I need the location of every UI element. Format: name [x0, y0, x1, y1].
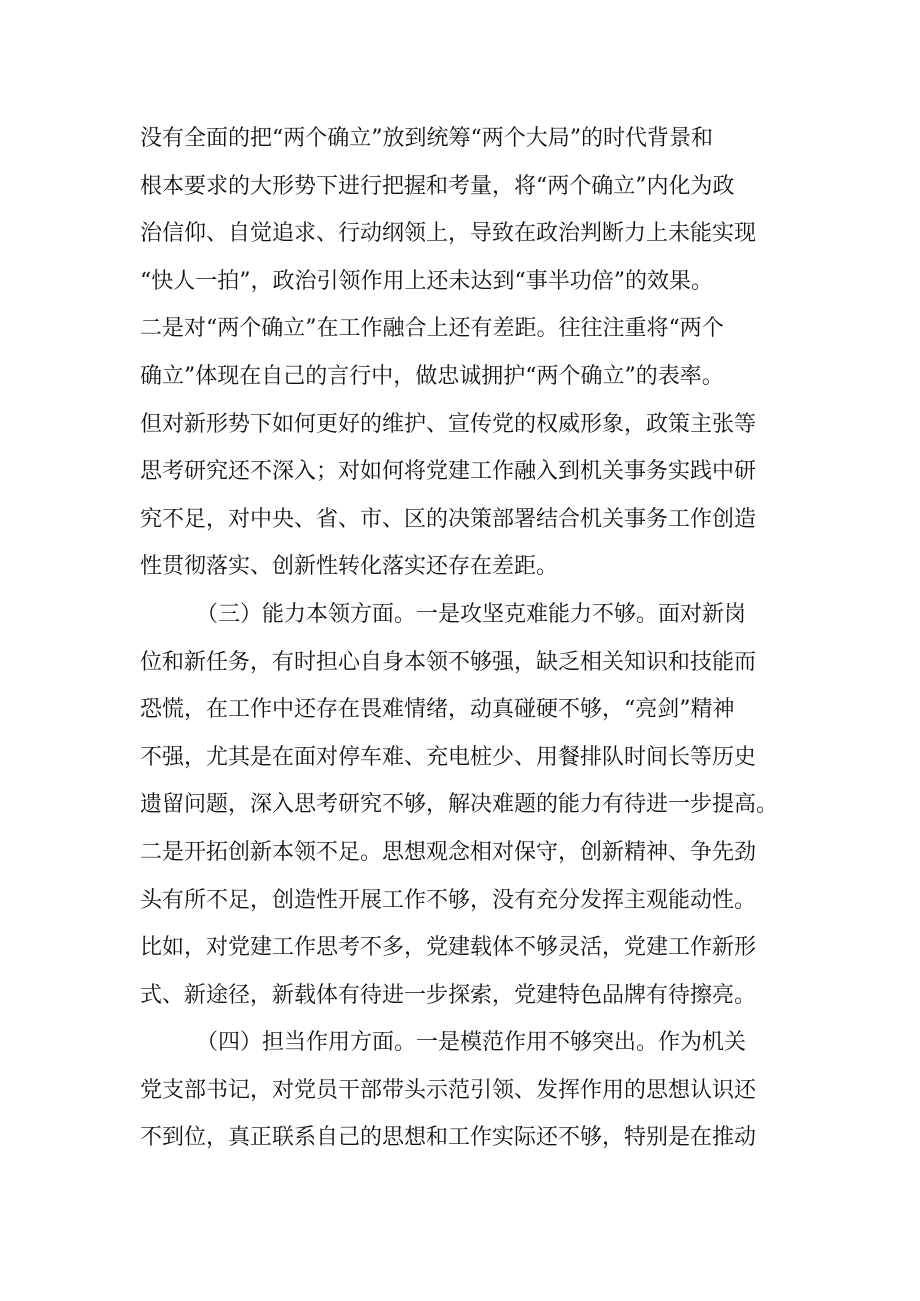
text-line: 二是开拓创新本领不足。思想观念相对保守，创新精神、争先劲 — [140, 839, 757, 865]
text-line: 没有全面的把“两个确立”放到统筹“两个大局”的时代背景和 — [140, 126, 713, 151]
text-line: 比如，对党建工作思考不多，党建载体不够灵活，党建工作新形 — [140, 935, 757, 961]
text-line: 位和新任务，有时担心自身本领不够强，缺乏相关知识和技能而 — [140, 649, 757, 675]
text-line: 遗留问题，深入思考研究不够，解决难题的能力有待进一步提高。 — [140, 792, 779, 818]
body-text — [140, 115, 800, 1162]
paragraph-heading-line: （四）担当作用方面。一是模范作用不够突出。作为机关 — [140, 1030, 746, 1056]
text-line: 思考研究还不深入；对如何将党建工作融入到机关事务实践中研 — [140, 459, 757, 485]
text-line: 头有所不足，创造性开展工作不够，没有充分发挥主观能动性。 — [140, 887, 757, 913]
text-line: 确立”体现在自己的言行中，做忠诚拥护“两个确立”的表率。 — [140, 363, 724, 389]
text-line: 不强，尤其是在面对停车难、充电桩少、用餐排队时间长等历史 — [140, 744, 757, 770]
text-line: 不到位，真正联系自己的思想和工作实际还不够，特别是在推动 — [140, 1125, 757, 1151]
text-line: 党支部书记，对党员干部带头示范引领、发挥作用的思想认识还 — [140, 1077, 757, 1103]
text-line: 但对新形势下如何更好的维护、宣传党的权威形象，政策主张等 — [140, 411, 757, 437]
text-line: 恐慌，在工作中还存在畏难情绪，动真碰硬不够，“亮剑”精神 — [140, 697, 735, 723]
text-line: 性贯彻落实、创新性转化落实还存在差距。 — [140, 554, 559, 580]
text-line: 根本要求的大形势下进行把握和考量，将“两个确立”内化为政 — [140, 173, 735, 199]
paragraph-heading-line: （三）能力本领方面。一是攻坚克难能力不够。面对新岗 — [140, 601, 746, 627]
text-line: 式、新途径，新载体有待进一步探索，党建特色品牌有待擦亮。 — [140, 982, 757, 1008]
text-line: 治信仰、自觉追求、行动纲领上，导致在政治判断力上未能实现 — [140, 221, 757, 247]
text-line: “快人一拍”，政治引领作用上还未达到“事半功倍”的效果。 — [140, 268, 713, 294]
text-line: 究不足，对中央、省、市、区的决策部署结合机关事务工作创造 — [140, 506, 757, 532]
text-line: 二是对“两个确立”在工作融合上还有差距。往往注重将“两个 — [140, 316, 724, 342]
